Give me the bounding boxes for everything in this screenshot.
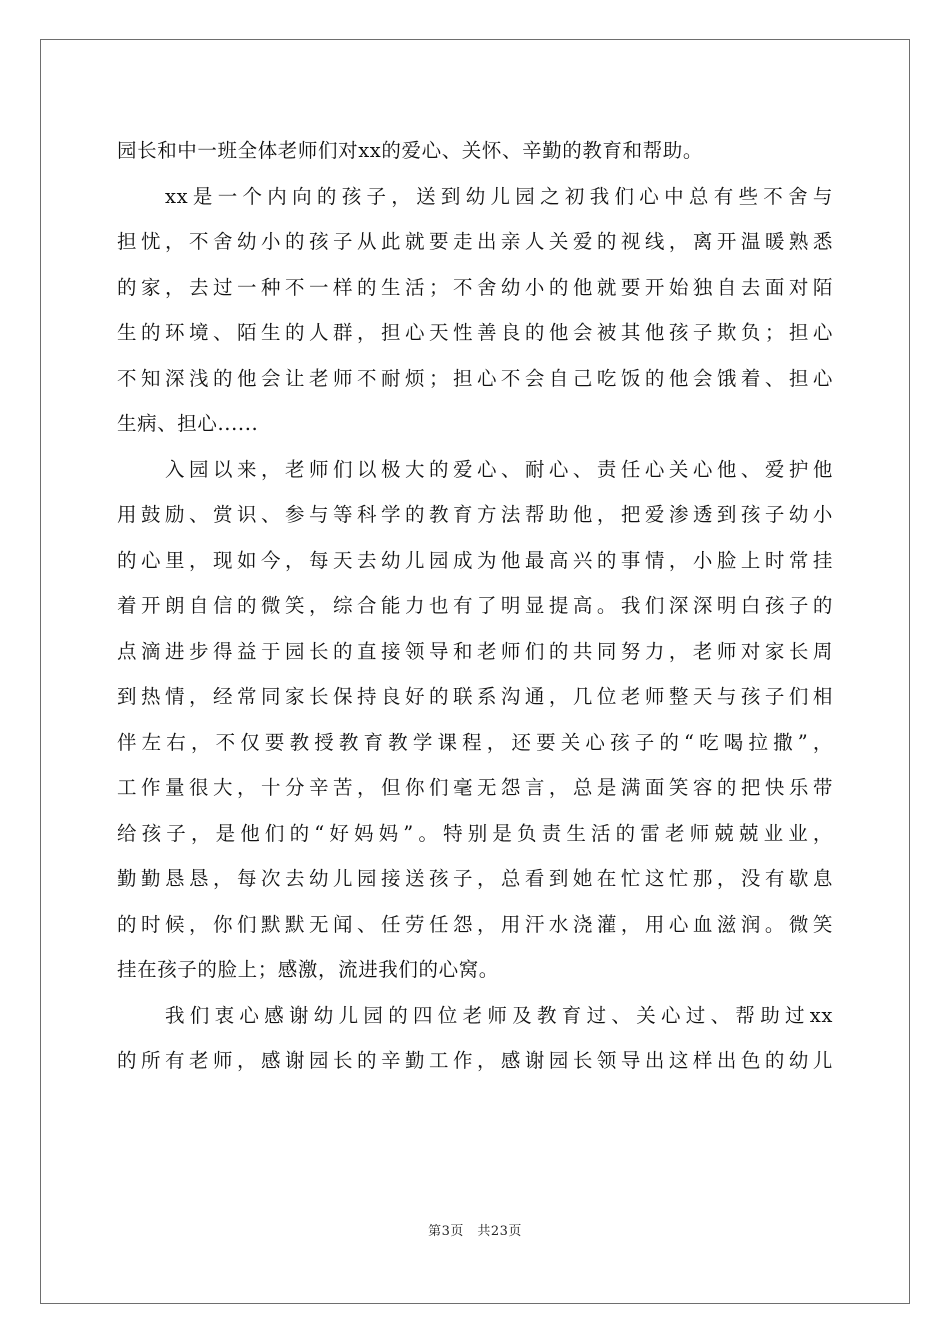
text-line: 到热情，经常同家长保持良好的联系沟通，几位老师整天与孩子们相: [117, 685, 833, 708]
text-line: 点滴进步得益于园长的直接领导和老师们的共同努力，老师对家长周: [117, 639, 833, 663]
page-number-footer: 第3页 共23页: [428, 1224, 522, 1239]
text-line: xx是一个内向的孩子，送到幼儿园之初我们心中总有些不舍与: [165, 184, 833, 208]
text-line: 伴左右，不仅要教授教育教学课程，还要关心孩子的“吃喝拉撒”，: [117, 730, 833, 754]
text-line: 的心里，现如今，每天去幼儿园成为他最高兴的事情，小脸上时常挂: [117, 548, 833, 572]
text-line: 园长和中一班全体老师们对xx的爱心、关怀、辛勤的教育和帮助。: [117, 139, 703, 162]
text-line: 生病、担心......: [117, 412, 259, 435]
text-line: 着开朗自信的微笑，综合能力也有了明显提高。我们深深明白孩子的: [117, 594, 833, 617]
text-line: 勤勤恳恳，每次去幼儿园接送孩子，总看到她在忙这忙那，没有歇息: [117, 867, 833, 890]
text-line: 入园以来，老师们以极大的爱心、耐心、责任心关心他、爱护他: [165, 457, 833, 481]
text-line: 担忧，不舍幼小的孩子从此就要走出亲人关爱的视线，离开温暖熟悉: [117, 230, 833, 253]
text-line: 的时候，你们默默无闻、任劳任怨，用汗水浇灌，用心血滋润。微笑: [117, 912, 833, 936]
document-body: [117, 128, 833, 1084]
text-line: 生的环境、陌生的人群，担心天性善良的他会被其他孩子欺负；担心: [117, 321, 833, 344]
text-line: 不知深浅的他会让老师不耐烦；担心不会自己吃饭的他会饿着、担心: [117, 366, 833, 390]
text-line: 给孩子，是他们的“好妈妈”。特别是负责生活的雷老师兢兢业业，: [117, 821, 833, 845]
text-line: 的家，去过一种不一样的生活；不舍幼小的他就要开始独自去面对陌: [117, 275, 833, 299]
text-line: 的所有老师，感谢园长的辛勤工作，感谢园长领导出这样出色的幼儿: [117, 1049, 833, 1072]
text-line: 我们衷心感谢幼儿园的四位老师及教育过、关心过、帮助过xx: [165, 1003, 833, 1027]
text-line: 挂在孩子的脸上；感激，流进我们的心窝。: [117, 958, 499, 981]
text-line: 工作量很大，十分辛苦，但你们毫无怨言，总是满面笑容的把快乐带: [117, 776, 833, 799]
text-line: 用鼓励、赏识、参与等科学的教育方法帮助他，把爱渗透到孩子幼小: [117, 503, 833, 526]
